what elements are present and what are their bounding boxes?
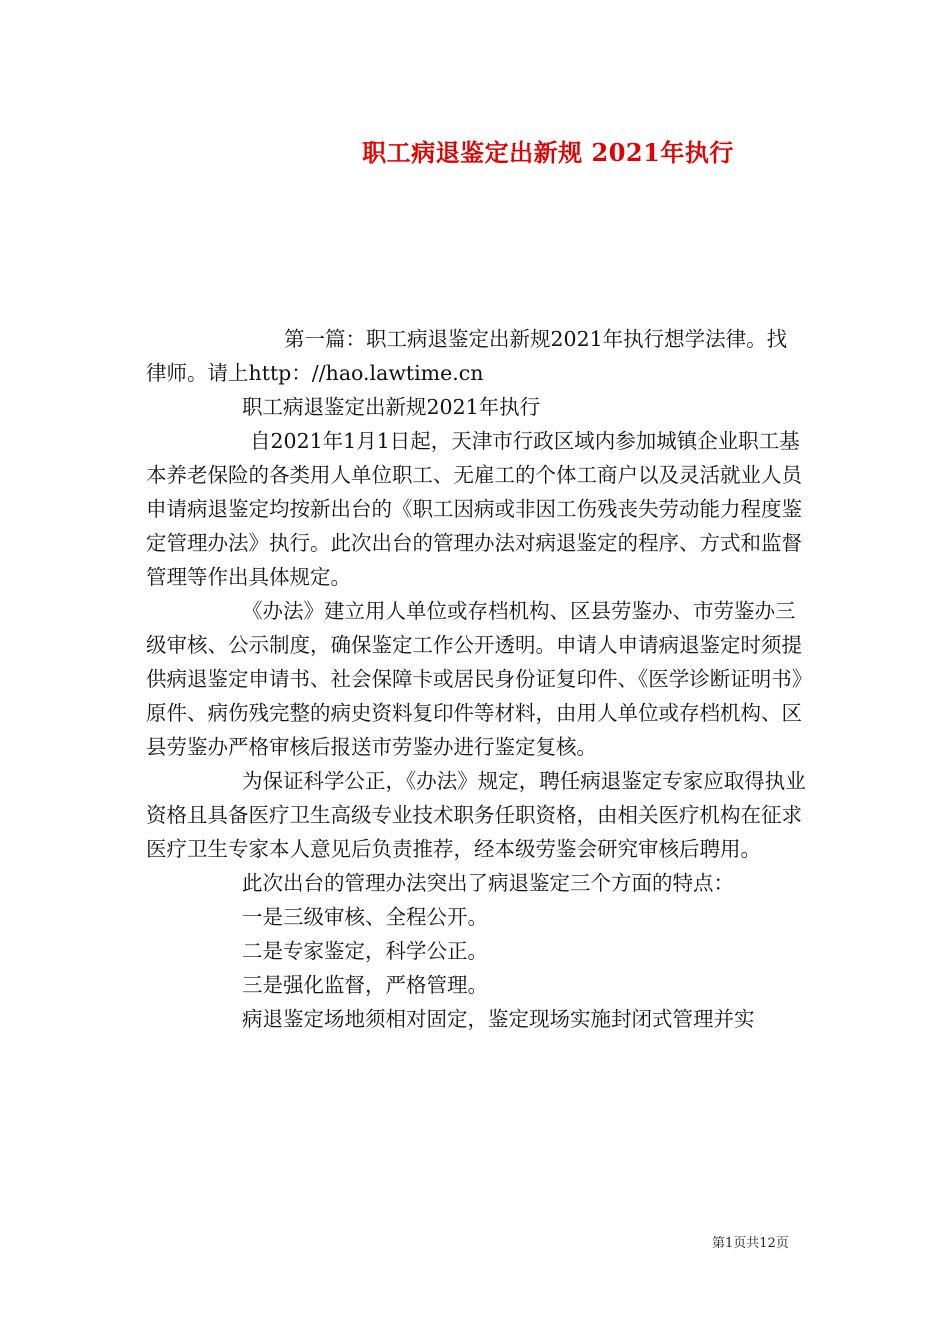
section-heading: 职工病退鉴定出新规2021年执行 bbox=[242, 395, 541, 419]
page-footer: 第1页共12页 bbox=[712, 1236, 789, 1251]
paragraph-6: 二是专家鉴定，科学公正。 bbox=[242, 939, 488, 963]
paragraph-3: 为保证科学公正，《办法》规定，聘任病退鉴定专家应取得执业资格且具备医疗卫生高级专业技术职务任职资格，由相关医疗机构在征求医疗卫生专家本人意见后负责推荐，经本级劳鉴会研究审核后聘用。 bbox=[146, 769, 806, 861]
paragraph-8: 病退鉴定场地须相对固定，鉴定现场实施封闭式管理并实 bbox=[242, 1007, 755, 1031]
paragraph-4: 此次出台的管理办法突出了病退鉴定三个方面的特点： bbox=[242, 871, 734, 895]
document-body bbox=[146, 322, 806, 1036]
paragraph-2: 《办法》建立用人单位或存档机构、区县劳鉴办、市劳鉴办三级审核、公示制度，确保鉴定工作公开透明。申请人申请病退鉴定时须提供病退鉴定申请书、社会保障卡或居民身份证复印件、《医学诊断证明书》原件、病伤残完整的病史资料复印件等材料，由用人单位或存档机构、区县劳鉴办严格审核后报送市劳鉴办进行鉴定复核。 bbox=[146, 599, 802, 759]
paragraph-7: 三是强化监督，严格管理。 bbox=[242, 973, 488, 997]
paragraph-5: 一是三级审核、全程公开。 bbox=[242, 905, 488, 929]
paragraph-1: 自2021年1月1日起，天津市行政区域内参加城镇企业职工基本养老保险的各类用人单位职工、无雇工的个体工商户以及灵活就业人员申请病退鉴定均按新出台的《职工因病或非因工伤残丧失劳动能力程度鉴定管理办法》执行。此次出台的管理办法对病退鉴定的程序、方式和监督管理等作出具体规定。 bbox=[146, 429, 802, 589]
page-title: 职工病退鉴定出新规 2021年执行 bbox=[362, 138, 734, 167]
intro-paragraph: 第一篇：职工病退鉴定出新规2021年执行想学法律。找律师。请上http：//hao.lawtime.cn bbox=[146, 327, 788, 385]
